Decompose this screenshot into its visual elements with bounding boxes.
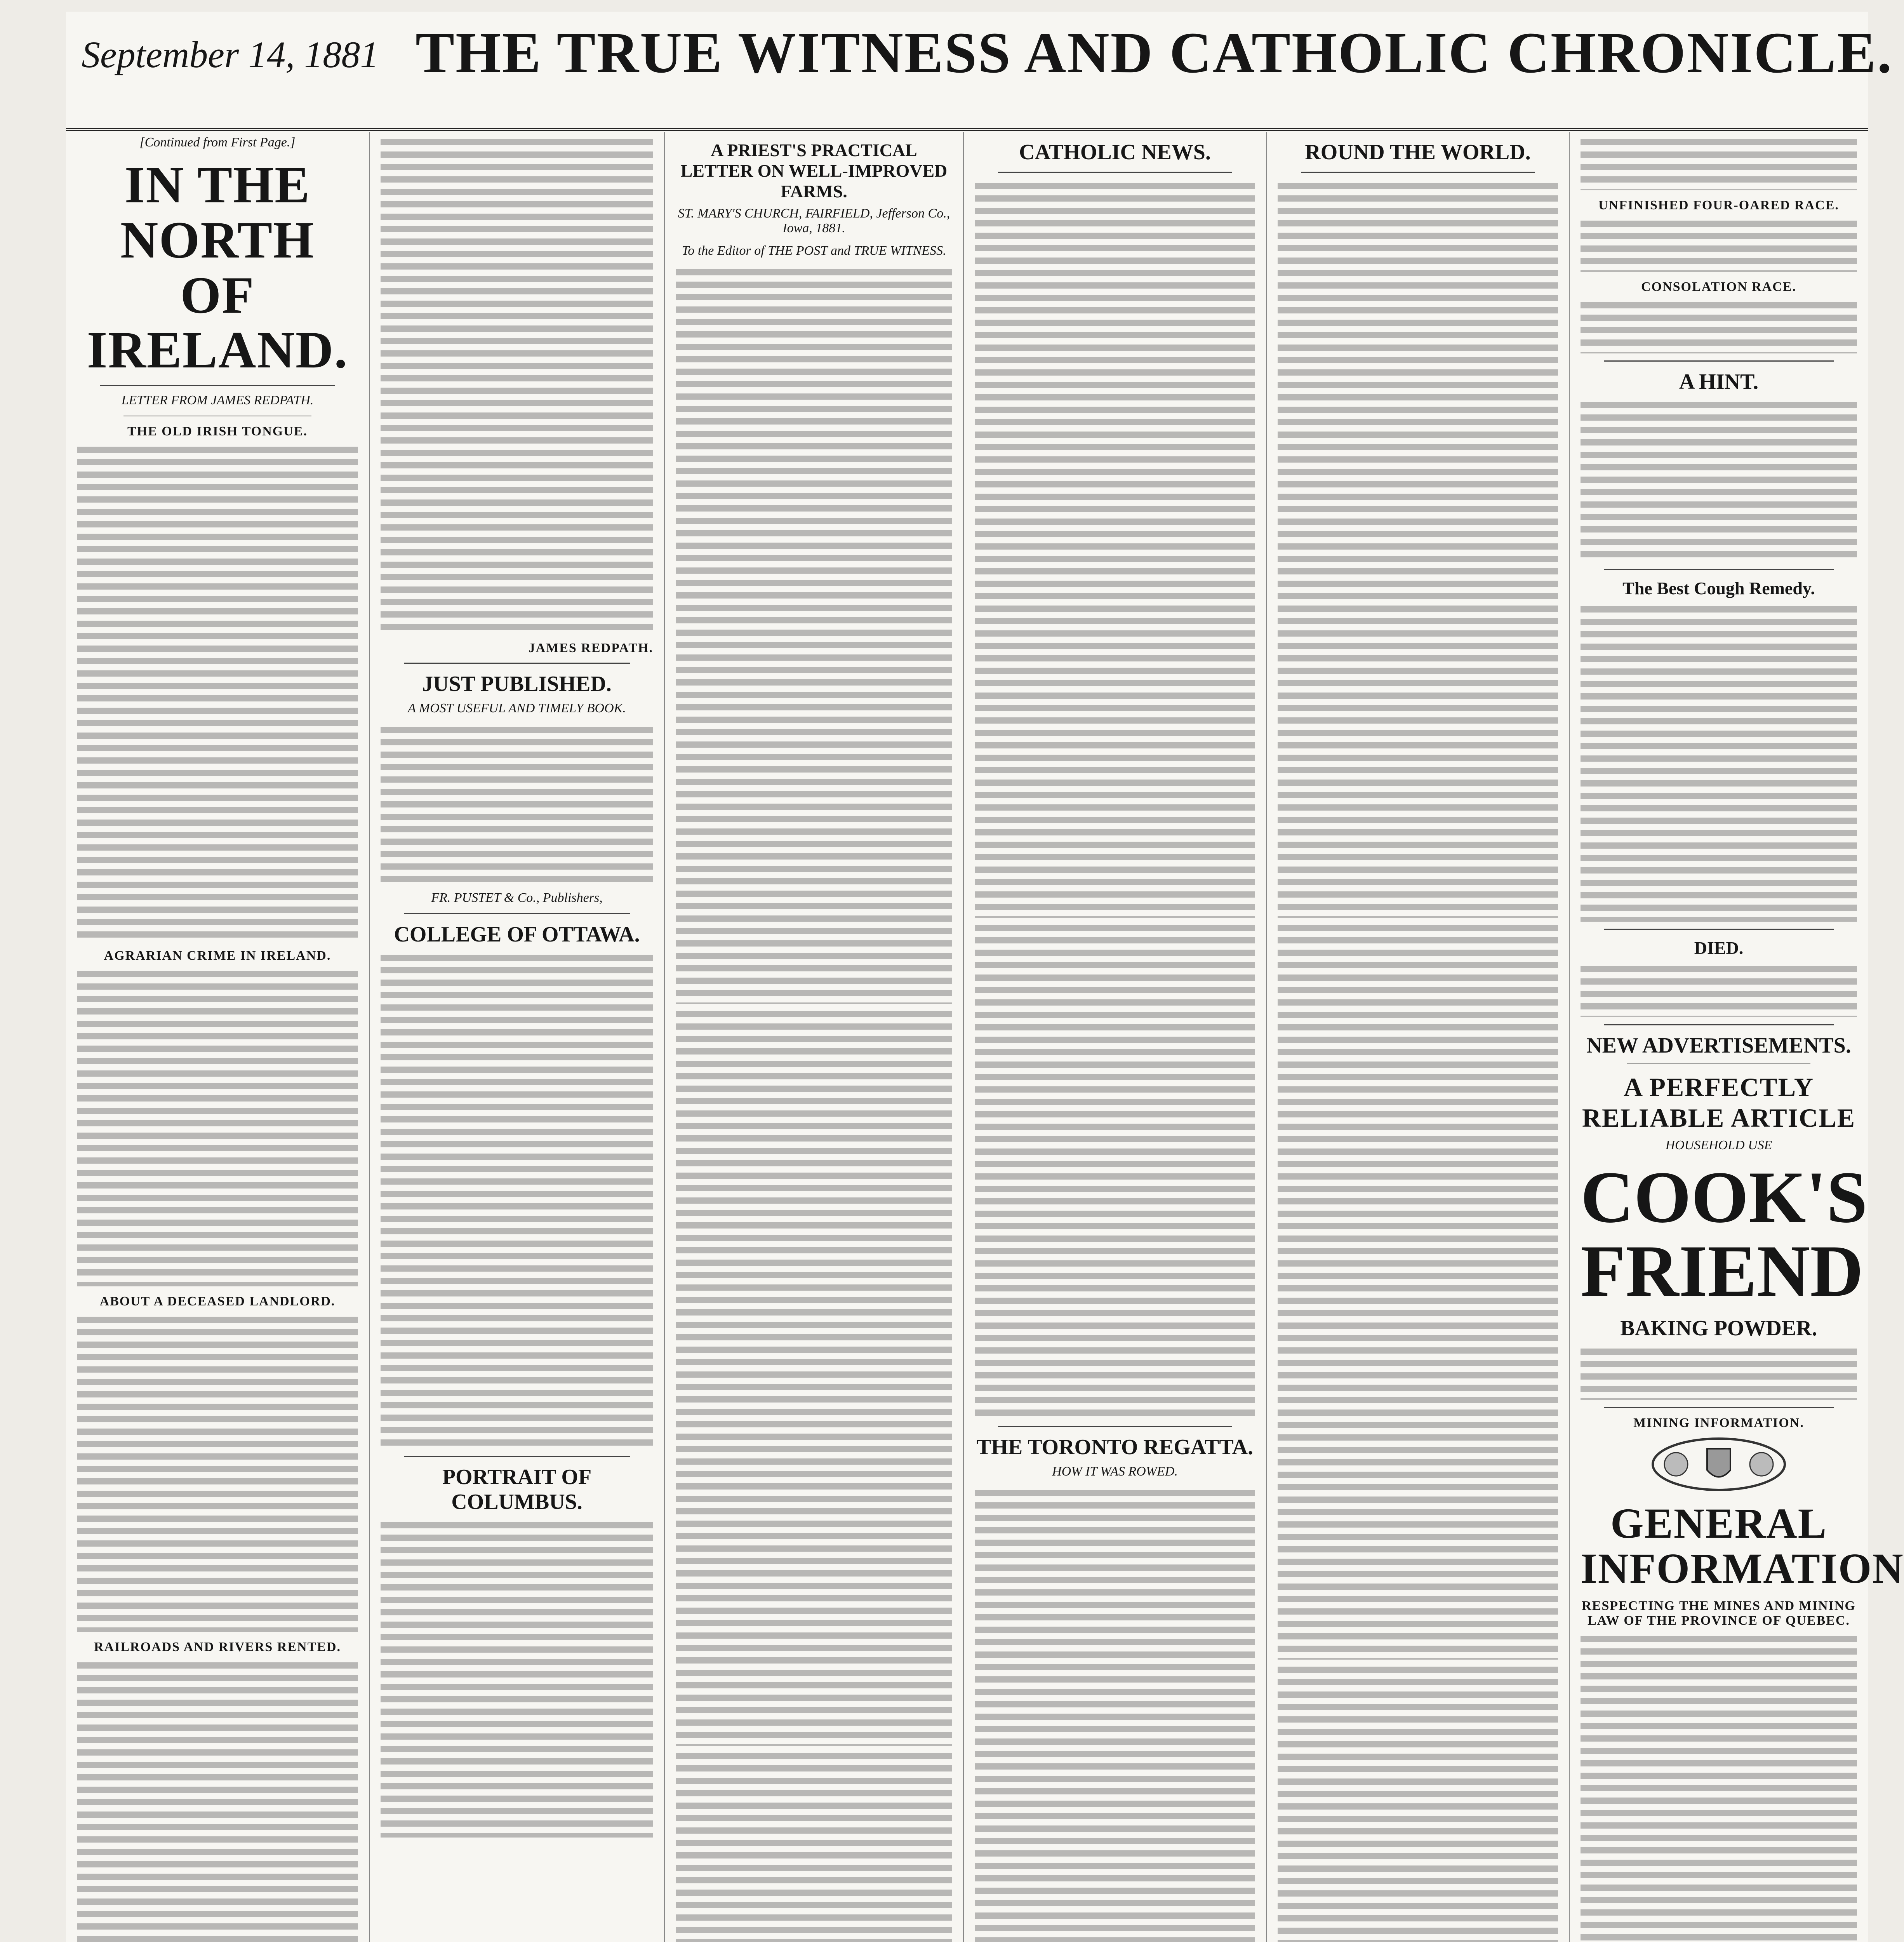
section-heading: CONSOLATION RACE. xyxy=(1641,280,1796,294)
issue-date: September 14, 1881 xyxy=(82,34,379,75)
article-text xyxy=(1278,180,1558,918)
byline: LETTER FROM JAMES REDPATH. xyxy=(121,393,314,407)
general-information-subheading: RESPECTING THE MINES AND MINING LAW OF THE PROVINCE OF QUEBEC. xyxy=(1582,1599,1856,1628)
round-the-world-headline: ROUND THE WORLD. xyxy=(1305,140,1531,164)
article-text xyxy=(77,1314,358,1632)
advertisement-product-name: COOK'S FRIEND xyxy=(1581,1157,1868,1312)
article-text xyxy=(1581,218,1857,272)
column-3 xyxy=(664,132,963,1942)
article-text xyxy=(975,1487,1255,1942)
dateline: ST. MARY'S CHURCH, FAIRFIELD, Jefferson Co., Iowa, 1881. xyxy=(678,206,950,235)
column-4 xyxy=(963,132,1266,1942)
article-columns xyxy=(66,132,1904,1942)
newspaper-page xyxy=(66,12,1904,1942)
column-1 xyxy=(66,132,369,1942)
article-text xyxy=(1581,963,1857,1017)
catholic-news-headline: CATHOLIC NEWS. xyxy=(1019,140,1211,164)
article-text xyxy=(676,1750,952,1942)
cough-remedy-heading: The Best Cough Remedy. xyxy=(1622,578,1815,598)
divider xyxy=(404,913,630,914)
article-text xyxy=(77,444,358,941)
divider xyxy=(1604,569,1834,570)
divider xyxy=(1604,360,1834,362)
section-heading: ABOUT A DECEASED LANDLORD. xyxy=(99,1294,336,1309)
article-text xyxy=(381,724,653,887)
columbus-heading: PORTRAIT OF COLUMBUS. xyxy=(442,1465,592,1514)
publisher-line: FR. PUSTET & Co., Publishers, xyxy=(431,891,603,905)
article-text xyxy=(1278,922,1558,1660)
divider xyxy=(1604,1407,1834,1408)
book-notice-subheading: A MOST USEFUL AND TIMELY BOOK. xyxy=(408,701,626,715)
advertisement-tagline: A PERFECTLY RELIABLE ARTICLE xyxy=(1582,1072,1856,1133)
divider xyxy=(1301,172,1535,173)
column-5 xyxy=(1266,132,1569,1942)
general-information-heading: GENERAL INFORMATION xyxy=(1581,1500,1904,1592)
divider xyxy=(1604,929,1834,930)
headline-north-of-ireland: IN THE NORTH OF IRELAND. xyxy=(87,156,348,379)
coat-of-arms-emblem xyxy=(1649,1435,1789,1493)
article-text xyxy=(381,136,653,633)
advertisement-subline: HOUSEHOLD USE xyxy=(1665,1138,1772,1152)
signature: JAMES REDPATH. xyxy=(528,641,653,655)
section-heading: UNFINISHED FOUR-OARED RACE. xyxy=(1598,198,1839,212)
column-2 xyxy=(369,132,664,1942)
masthead xyxy=(66,12,1893,131)
new-advertisements-heading: NEW ADVERTISEMENTS. xyxy=(1586,1034,1851,1058)
section-heading: AGRARIAN CRIME IN IRELAND. xyxy=(104,948,331,963)
priest-letter-headline: A PRIEST'S PRACTICAL LETTER ON WELL-IMPROVED FARMS. xyxy=(680,140,948,201)
article-text xyxy=(975,180,1255,918)
divider xyxy=(1604,1024,1834,1025)
column-6 xyxy=(1569,132,1904,1942)
article-text xyxy=(1581,1633,1857,1942)
book-notice-heading: JUST PUBLISHED. xyxy=(422,672,612,696)
divider xyxy=(404,663,630,664)
hint-heading: A HINT. xyxy=(1679,370,1759,394)
regatta-subheading: HOW IT WAS ROWED. xyxy=(1052,1464,1178,1479)
article-text xyxy=(1278,1664,1558,1942)
divider xyxy=(998,1426,1232,1427)
continued-note: [Continued from First Page.] xyxy=(139,135,296,150)
divider xyxy=(1627,1063,1810,1064)
article-text xyxy=(676,1008,952,1746)
article-text xyxy=(1581,299,1857,353)
regatta-heading: THE TORONTO REGATTA. xyxy=(976,1435,1254,1459)
article-text xyxy=(77,968,358,1286)
article-text xyxy=(1581,136,1857,190)
article-text xyxy=(975,922,1255,1419)
article-text xyxy=(77,1659,358,1942)
article-text xyxy=(381,1519,653,1838)
advertisement-text xyxy=(1581,1345,1857,1400)
article-text xyxy=(381,952,653,1449)
died-heading: DIED. xyxy=(1694,938,1744,958)
section-heading: RAILROADS AND RIVERS RENTED. xyxy=(94,1640,341,1654)
divider xyxy=(404,1456,630,1457)
article-text xyxy=(1581,603,1857,922)
article-text xyxy=(676,266,952,1004)
advertisement-product-type: BAKING POWDER. xyxy=(1620,1316,1817,1340)
college-heading: COLLEGE OF OTTAWA. xyxy=(394,922,640,947)
mining-heading: MINING INFORMATION. xyxy=(1633,1416,1804,1430)
section-heading: THE OLD IRISH TONGUE. xyxy=(127,424,308,439)
divider xyxy=(100,385,335,386)
salutation: To the Editor of THE POST and TRUE WITNESS. xyxy=(682,244,946,258)
divider xyxy=(998,172,1232,173)
article-text xyxy=(1581,399,1857,562)
newspaper-title: THE TRUE WITNESS AND CATHOLIC CHRONICLE. xyxy=(416,21,1893,85)
